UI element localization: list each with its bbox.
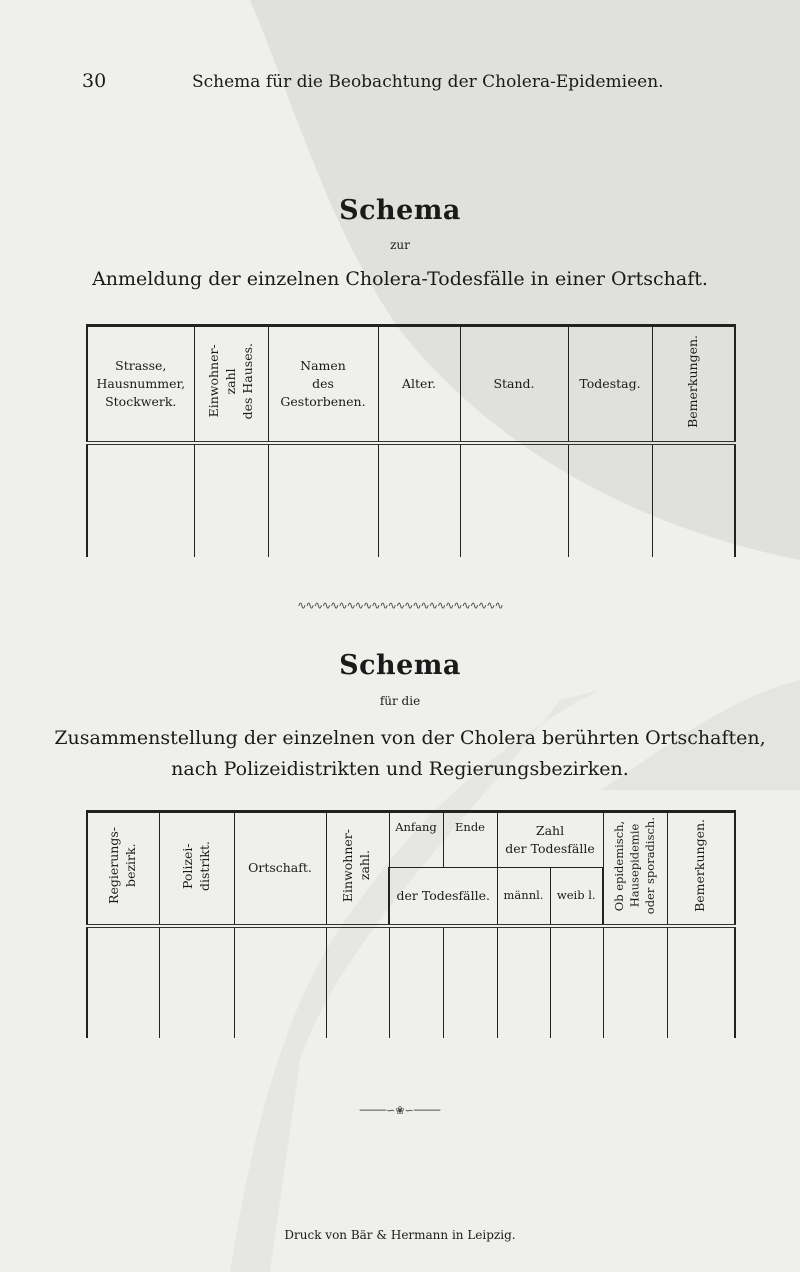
printer-imprint: Druck von Bär & Hermann in Leipzig. [284, 1228, 516, 1242]
col-stand: Stand. [460, 326, 568, 443]
col-einwohnerzahl-haus: Einwohner- zahl des Hauses. [194, 326, 268, 443]
col-polizeidistrikt: Polizei- distrikt. [159, 812, 234, 926]
col-epidemisch: Ob epidemisch, Hausepidemie oder sporadisch. [603, 812, 667, 926]
col-maennl: männl. [497, 868, 550, 926]
schema1-title: Schema [339, 195, 461, 226]
col-namen: Namen des Gestorbenen. [268, 326, 378, 443]
ornament-divider: ────∽❀∽──── [359, 1104, 441, 1117]
schema2-subtitle-line2: nach Polizeidistrikten und Regierungsbezirken. [171, 758, 629, 780]
col-todestag: Todestag. [568, 326, 652, 443]
col-einwohnerzahl: Einwohner- zahl. [326, 812, 389, 926]
col-regierungsbezirk: Regierungs- bezirk. [87, 812, 159, 926]
schema2-title: Schema [339, 650, 461, 681]
col-alter: Alter. [378, 326, 460, 443]
col-der-todesfaelle: der Todesfälle. [389, 868, 497, 926]
schema1-subtitle: Anmeldung der einzelnen Cholera-Todesfälle in einer Ortschaft. [92, 268, 708, 290]
col-bemerkungen-2: Bemerkungen. [667, 812, 735, 926]
col-anfang: Anfang [389, 812, 443, 868]
col-ortschaft: Ortschaft. [234, 812, 326, 926]
col-zahl-todesfaelle: Zahl der Todesfälle [497, 812, 603, 868]
col-ende: Ende [443, 812, 497, 868]
schema2-subtitle-line1: Zusammenstellung der einzelnen von der Cholera berührten Ortschaften, [54, 727, 766, 749]
table-row [87, 443, 735, 557]
schema1-table [86, 324, 736, 557]
page-number: 30 [82, 70, 107, 92]
col-strasse: Strasse, Hausnummer, Stockwerk. [87, 326, 194, 443]
col-weibl: weib l. [550, 868, 603, 926]
schema2-table [86, 810, 736, 1038]
col-bemerkungen: Bemerkungen. [652, 326, 735, 443]
table-row [87, 926, 735, 1038]
schema2-fuer-die: für die [379, 694, 421, 708]
schema1-zur: zur [390, 238, 410, 252]
running-title: Schema für die Beobachtung der Cholera-Epidemieen. [192, 72, 664, 92]
wavy-divider: ∿∿∿∿∿∿∿∿∿∿∿∿∿∿∿∿∿∿∿∿∿∿∿∿∿ [297, 599, 503, 612]
